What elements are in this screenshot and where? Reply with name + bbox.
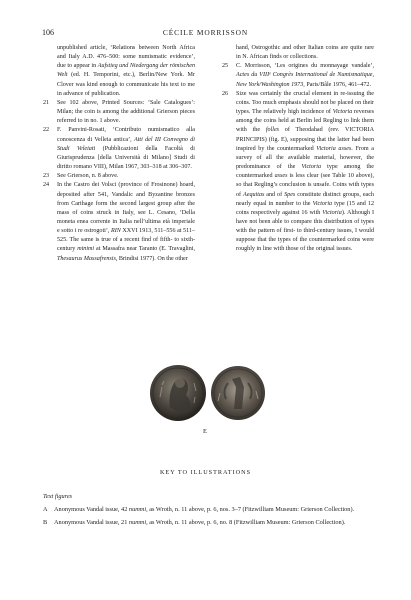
note-26-text-b: reverses among the coins held at Berlin led Regling to link them with the bbox=[236, 109, 374, 134]
key-letter: A bbox=[43, 506, 48, 513]
coin-obverse bbox=[150, 365, 206, 421]
note-22 bbox=[43, 126, 195, 172]
key-text-a: Anonymous Vandal issue, 21 bbox=[54, 518, 129, 526]
key-heading: KEY TO ILLUSTRATIONS bbox=[159, 469, 252, 476]
note-24-cont-text: hand, Ostrogothic and other Italian coins are quite rare in N. African finds or collections. bbox=[236, 45, 374, 61]
coin-figure-e bbox=[148, 357, 268, 429]
note-22-text-b: (Pubblicazioni della Facoltà di Giurisprudenza [della Università di Milano] Studi di diritto romano VIII), Milan 1967, 303–318 at 306–307. bbox=[57, 145, 195, 171]
note-26-text-j: ). Although I have not been able to compare this distribution of types with the pattern of first- to third-century issues, I would suppose that the types of the countermarked coins were roughly in line with those of the original issues. bbox=[236, 209, 374, 253]
note-26-text-d: . From a survey of all the available material, however, the predominance of the bbox=[236, 145, 375, 171]
note-26-italic-g: Spes bbox=[284, 191, 296, 198]
running-head: CÉCILE MORRISSON bbox=[162, 28, 249, 37]
note-26-italic-e: asses bbox=[274, 173, 288, 180]
note-25-italic: Actes du VIIIᵉ Congrès International de Numismatique, New York/Washington 1973 bbox=[236, 72, 374, 88]
key-italic: nummi bbox=[128, 518, 147, 526]
note-26-text-h: constitute distinct groups, each nearly equal in number to the bbox=[236, 191, 374, 207]
note-26-italic-f: Aequitas bbox=[243, 191, 265, 198]
note-26-italic-h: Victoria bbox=[312, 200, 333, 207]
note-20-text-b: (ed. H. Temporini, etc.), Berlin/New York. Mr Clover was kind enough to communicate his text to me in advance of publication. bbox=[57, 72, 195, 97]
note-number: 25 bbox=[222, 63, 229, 70]
note-25-text-b: , Paris/Bâle 1976, 461–472. bbox=[303, 81, 371, 88]
note-24-italic-b: minimi bbox=[77, 246, 95, 253]
note-number: 26 bbox=[222, 90, 229, 97]
coin-images bbox=[148, 357, 268, 429]
note-24-text-a: In the Castro dei Volsci (province of Frosinone) hoard, deposited after 541, Vandalic and Byzantine bronzes from Carthage form the second largest group after the mass of coins struck in Italy, see L. Cesano, ‘Della moneta enea corrente in Italia nell’ultima età imperiale e sotto i re ostrogoti’, bbox=[57, 182, 195, 235]
note-20-continued bbox=[43, 44, 195, 99]
coin-reverse bbox=[211, 366, 265, 420]
note-26-text-e: type among the countermarked bbox=[236, 164, 375, 180]
note-25-text-a: C. Morrisson, ‘Les origines du monnayage vandale’, bbox=[236, 63, 374, 70]
key-text-b: , as Wroth, n. 11 above, p. 6, no. 8 (Fitzwilliam Museum: Grierson Collection). bbox=[146, 518, 346, 526]
key-item bbox=[43, 518, 373, 527]
note-21 bbox=[43, 99, 195, 126]
key-text-b: , as Wroth, n. 11 above, p. 6, nos. 3–7 (Fitzwilliam Museum: Grierson Collection). bbox=[146, 506, 355, 513]
key-list bbox=[43, 505, 373, 531]
note-23 bbox=[43, 172, 195, 181]
note-26-text-c: of Theodahad (rev. VICTORIA PRINCIPIS) (fig. E), supposing that the latter had been inspired by the countermarked bbox=[236, 127, 374, 152]
note-24-text-b: XXVI 1913, 511–556 at 511–525. The same is true of a recent find of fifth- to sixth-century bbox=[57, 228, 195, 253]
note-20-text-a: unpublished article, ‘Relations between North Africa and Italy A.D. 476–500: some numismatic evidence’, due to appear in bbox=[57, 45, 195, 70]
note-number: 21 bbox=[43, 99, 50, 106]
page-number: 106 bbox=[42, 28, 54, 37]
right-column bbox=[222, 44, 374, 255]
note-26-text-f: is less clear (see Table 10 above), so that Regling’s conclusion is unsafe. Coins with types of bbox=[236, 173, 374, 198]
note-number: 23 bbox=[43, 173, 50, 180]
key-text-a: Anonymous Vandal issue, 42 bbox=[54, 506, 129, 513]
note-26-italic-a: Victoria bbox=[332, 109, 353, 116]
note-24-text-c: at Massafra near Taranto (E. Travaglini, bbox=[94, 246, 196, 253]
note-26-italic-c: Victoria asses bbox=[316, 145, 352, 152]
note-26 bbox=[222, 90, 374, 255]
note-24-italic-a: RIN bbox=[110, 228, 121, 235]
key-italic: nummi bbox=[128, 506, 147, 513]
note-25 bbox=[222, 62, 374, 89]
note-24-continued bbox=[222, 44, 374, 62]
note-number: 22 bbox=[43, 127, 50, 134]
note-24-text-d: , Brindisi 1977). On the other bbox=[115, 255, 188, 262]
note-26-text-a: Size was certainly the crucial element in re-issuing the coins. Too much emphasis should not be placed on their types. The relatively high incidence of bbox=[236, 90, 374, 116]
note-22-italic: Atti del III Convegno di Studi Veleiati bbox=[57, 136, 195, 152]
note-22-text-a: F. Panvini-Rosati, ‘Contributo numismatico alla conoscenza di Velleia antica’, bbox=[57, 127, 195, 143]
note-26-italic-i: Victoria bbox=[322, 209, 342, 216]
note-21-text: See 102 above, Printed Sources: ‘Sale Catalogues’: Milan; the coin is among the additional Grierson pieces referred to in no. 1 above. bbox=[57, 99, 195, 125]
left-column bbox=[43, 44, 195, 264]
note-26-italic-b: folles bbox=[265, 127, 280, 134]
note-number: 24 bbox=[43, 182, 50, 189]
note-20-italic: Aufstieg und Niedergang der römischen Welt bbox=[57, 63, 195, 79]
note-26-text-i: type (15 and 12 coins respectively against 16 with bbox=[236, 200, 374, 216]
key-item bbox=[43, 505, 373, 514]
note-23-text: See Grierson, n. 8 above. bbox=[57, 173, 119, 180]
text-figures-subheading: Text figures bbox=[43, 493, 73, 500]
key-letter: B bbox=[43, 518, 48, 526]
note-24-italic-c: Thesaurus Massafrensis bbox=[57, 255, 116, 262]
figure-label: E bbox=[203, 428, 207, 435]
note-24 bbox=[43, 181, 195, 263]
note-26-italic-d: Victoria bbox=[301, 164, 322, 171]
note-26-text-g: and of bbox=[264, 191, 285, 198]
